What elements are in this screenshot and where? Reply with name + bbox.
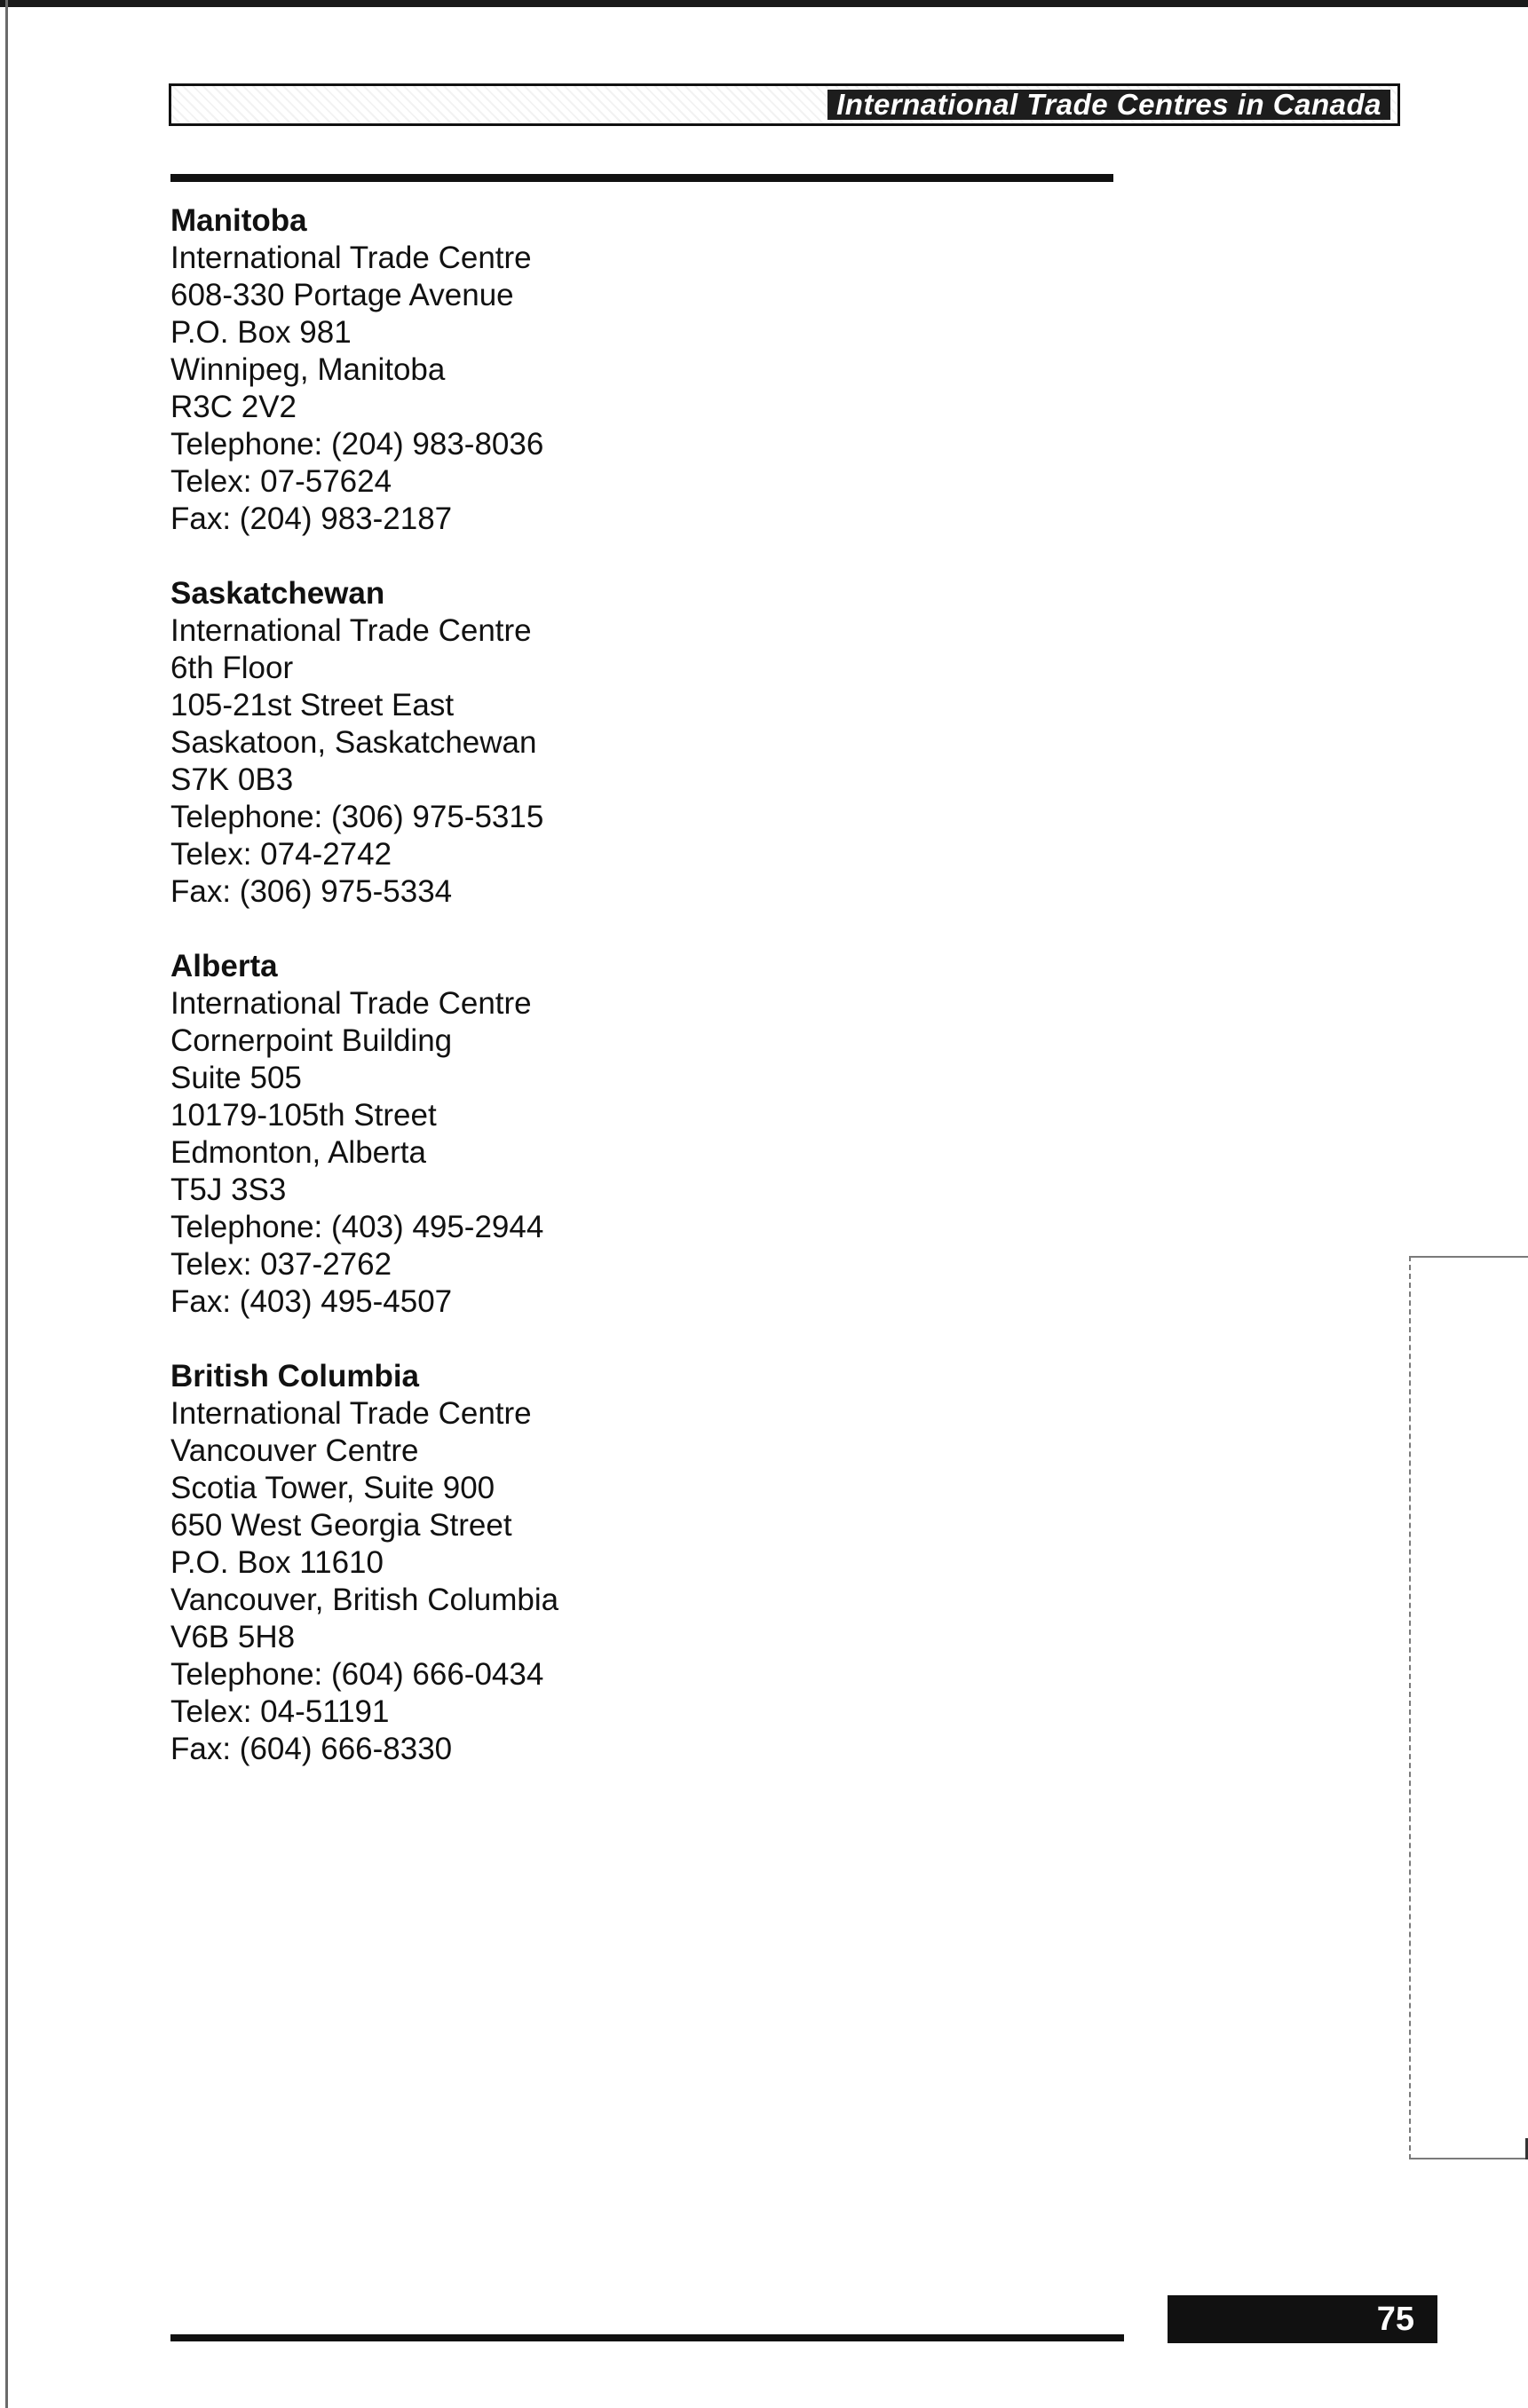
page-left-edge — [5, 0, 8, 2408]
office-block — [170, 948, 970, 1321]
office-province-heading: Alberta — [170, 949, 278, 983]
office-address-line: T5J 3S3 — [170, 1172, 287, 1207]
office-address-line: Vancouver, British Columbia — [170, 1583, 559, 1617]
office-address-line: Fax: (204) 983-2187 — [170, 501, 453, 536]
office-address-line: Saskatoon, Saskatchewan — [170, 725, 537, 760]
office-address-line: Telephone: (306) 975-5315 — [170, 800, 544, 834]
office-block — [170, 1358, 970, 1768]
office-address-line: Cornerpoint Building — [170, 1023, 453, 1058]
office-address-line: Telephone: (204) 983-8036 — [170, 427, 544, 462]
office-address-line: Edmonton, Alberta — [170, 1135, 426, 1170]
top-rule — [170, 174, 1113, 182]
office-address-line: 6th Floor — [170, 651, 294, 685]
office-address-line: Fax: (306) 975-5334 — [170, 874, 453, 909]
running-header-title: International Trade Centres in Canada — [827, 90, 1390, 120]
office-address-line: Telex: 074-2742 — [170, 837, 392, 872]
office-block — [170, 202, 970, 538]
office-address-line: P.O. Box 981 — [170, 315, 352, 350]
office-address-line: P.O. Box 11610 — [170, 1545, 384, 1580]
page-number-box — [1168, 2295, 1437, 2343]
office-address-line: 105-21st Street East — [170, 688, 455, 722]
office-province-heading: British Columbia — [170, 1359, 420, 1393]
page-top-edge — [0, 0, 1528, 7]
office-address-line: Fax: (604) 666-8330 — [170, 1732, 453, 1766]
office-province-heading: Manitoba — [170, 203, 307, 238]
thumb-index-tab — [1409, 1256, 1528, 2159]
office-address-line: Suite 505 — [170, 1061, 302, 1095]
office-address-line: Telex: 07-57624 — [170, 464, 392, 499]
office-address-line: International Trade Centre — [170, 986, 532, 1021]
office-province-heading: Saskatchewan — [170, 576, 385, 611]
office-address-line: Fax: (403) 495-4507 — [170, 1284, 453, 1319]
office-address-line: V6B 5H8 — [170, 1620, 296, 1654]
bottom-rule — [170, 2334, 1124, 2341]
office-address-line: International Trade Centre — [170, 241, 532, 275]
office-list — [170, 202, 970, 1805]
page-number: 75 — [1376, 2301, 1414, 2338]
office-address-line: 10179-105th Street — [170, 1098, 437, 1133]
office-address-line: Winnipeg, Manitoba — [170, 352, 446, 387]
office-address-line: Vancouver Centre — [170, 1433, 419, 1468]
office-address-line: R3C 2V2 — [170, 390, 297, 424]
office-address-line: Telephone: (403) 495-2944 — [170, 1210, 544, 1244]
office-address-line: Scotia Tower, Suite 900 — [170, 1471, 495, 1505]
office-address-line: 608-330 Portage Avenue — [170, 278, 514, 312]
office-address-line: International Trade Centre — [170, 613, 532, 648]
office-block — [170, 575, 970, 911]
office-address-line: Telex: 04-51191 — [170, 1694, 390, 1729]
running-header — [169, 83, 1400, 126]
office-address-line: Telex: 037-2762 — [170, 1247, 392, 1282]
office-address-line: S7K 0B3 — [170, 762, 294, 797]
office-address-line: Telephone: (604) 666-0434 — [170, 1657, 544, 1692]
office-address-line: 650 West Georgia Street — [170, 1508, 512, 1543]
office-address-line: International Trade Centre — [170, 1396, 532, 1431]
